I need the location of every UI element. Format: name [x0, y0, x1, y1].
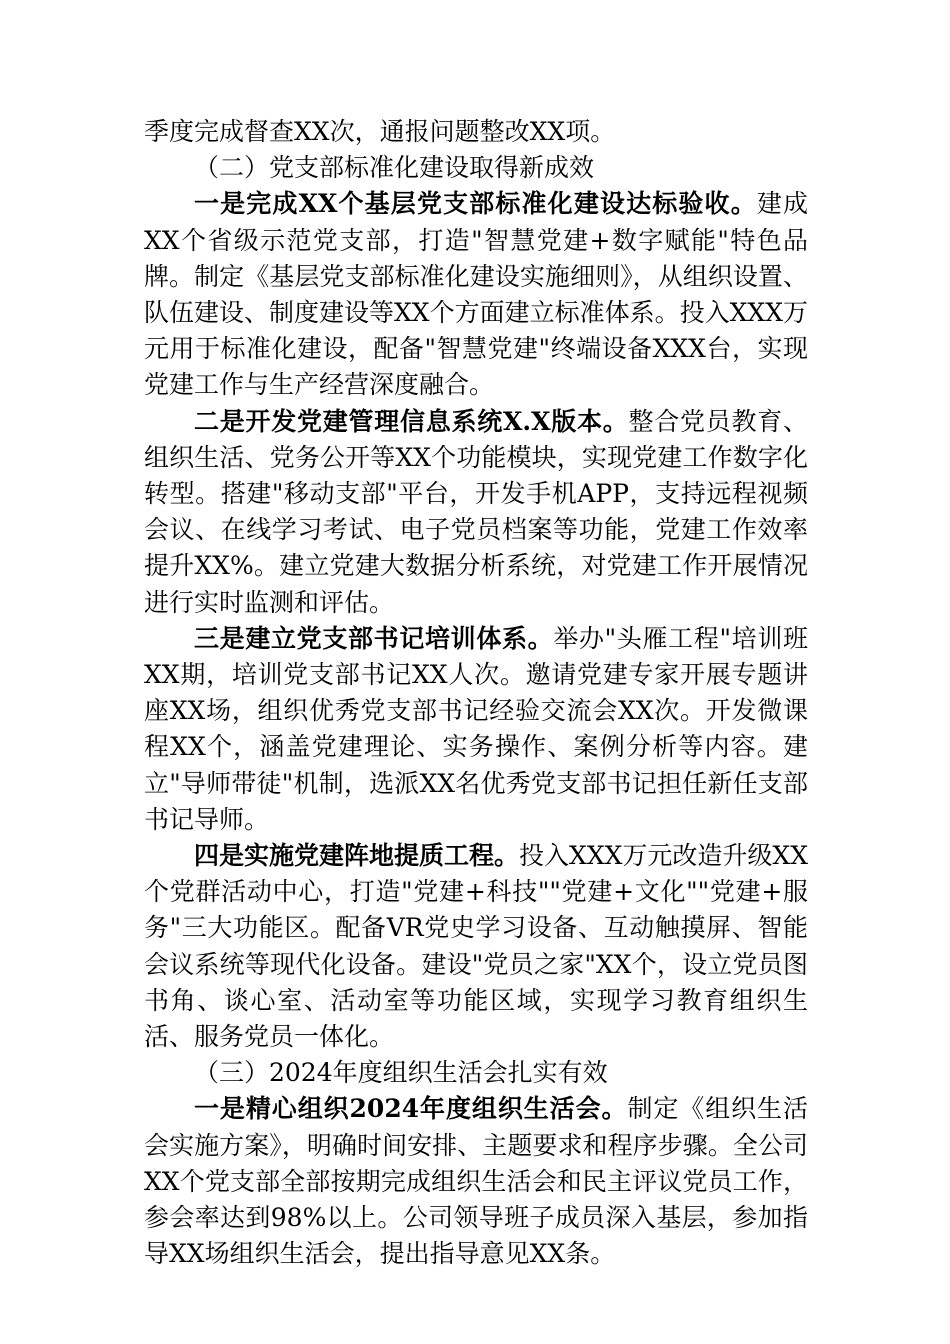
paragraph-item-4	[144, 838, 808, 1055]
paragraph-lead: 四是实施党建阵地提质工程。	[194, 841, 520, 871]
paragraph-lead: 三是建立党支部书记培训体系。	[194, 623, 554, 653]
continuation-paragraph: 季度完成督查XX次，通报问题整改XX项。	[144, 117, 616, 146]
section-heading-3: （三）2024年度组织生活会扎实有效	[194, 1058, 608, 1088]
paragraph-text: 整合党员教育、组织生活、党务公开等XX个功能模块，实现党建工作数字化转型。搭建"移动支部"平台，开发手机APP，支持远程视频会议、在线学习考试、电子党员档案等功能，党建工作效率提升XX%。建立党建大数据分析系统，对党建工作开展情况进行实时监测和评估。	[144, 406, 808, 617]
paragraph-item-2	[144, 404, 808, 621]
paragraph-lead: 二是开发党建管理信息系统X.X版本。	[194, 406, 629, 436]
paragraph-lead: 一是精心组织2024年度组织生活会。	[194, 1094, 628, 1124]
paragraph-item-1	[144, 186, 808, 403]
paragraph-text: 制定《组织生活会实施方案》，明确时间安排、主题要求和程序步骤。全公司XX个党支部全部按期完成组织生活会和民主评议党员工作，参会率达到98%以上。公司领导班子成员深入基层，参加指导XX场组织生活会，提出指导意见XX条。	[144, 1094, 808, 1269]
section-heading-2: （二）党支部标准化建设取得新成效	[194, 153, 595, 183]
paragraph-item-3	[144, 621, 808, 838]
paragraph-text: 举办"头雁工程"培训班XX期，培训党支部书记XX人次。邀请党建专家开展专题讲座XX场，组织优秀党支部书记经验交流会XX次。开发微课程XX个，涵盖党建理论、实务操作、案例分析等内容。建立"导师带徒"机制，选派XX名优秀党支部书记担任新任支部书记导师。	[144, 623, 808, 834]
paragraph-text: 投入XXX万元改造升级XX个党群活动中心，打造"党建+科技""党建+文化""党建+服务"三大功能区。配备VR党史学习设备、互动触摸屏、智能会议系统等现代化设备。建设"党员之家"XX个，设立党员图书角、谈心室、活动室等功能区域，实现学习教育组织生活、服务党员一体化。	[144, 841, 809, 1052]
paragraph-text: 建成XX个省级示范党支部，打造"智慧党建+数字赋能"特色品牌。制定《基层党支部标准化建设实施细则》，从组织设置、队伍建设、制度建设等XX个方面建立标准体系。投入XXX万元用于标准化建设，配备"智慧党建"终端设备XXX台，实现党建工作与生产经营深度融合。	[144, 189, 808, 400]
document-body	[144, 114, 808, 1273]
paragraph-item-5	[144, 1091, 808, 1272]
paragraph-lead: 一是完成XX个基层党支部标准化建设达标验收。	[194, 189, 757, 219]
